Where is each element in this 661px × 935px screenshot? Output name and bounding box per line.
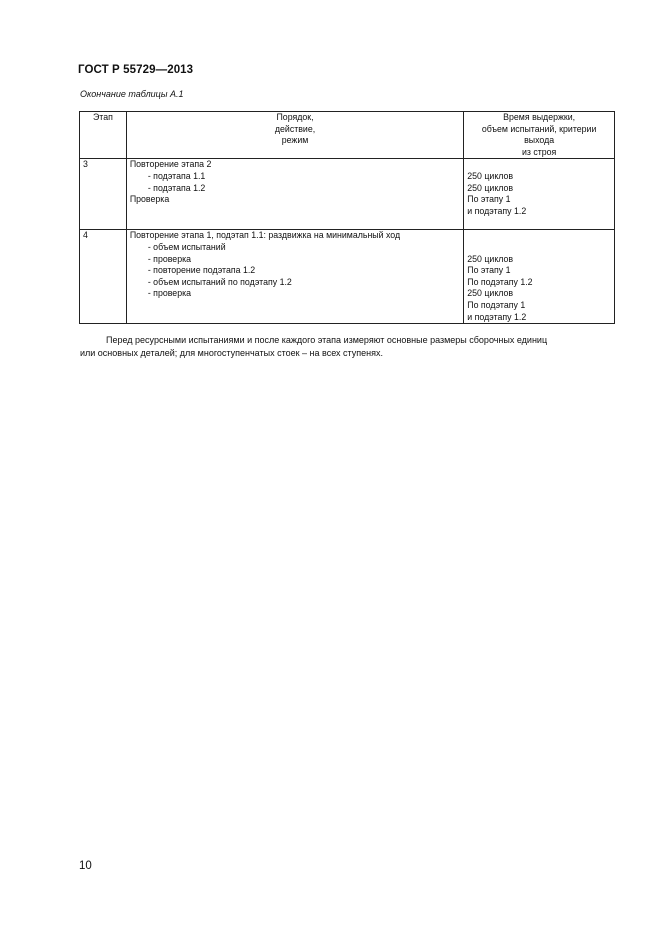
header-order-line: действие, xyxy=(274,123,316,134)
order-line: Повторение этапа 1, подэтап 1.1: раздвижка на минимальный ход xyxy=(129,230,401,241)
header-time-line: из строя xyxy=(521,146,557,157)
stage-cell xyxy=(80,230,127,324)
note-line: Перед ресурсными испытаниями и после каждого этапа измеряют основные размеры сборочных единиц xyxy=(106,335,548,345)
time-line: 250 циклов xyxy=(467,182,514,193)
document-id-header: ГОСТ Р 55729—2013 xyxy=(78,64,194,76)
order-line: - подэтапа 1.2 xyxy=(147,182,206,193)
table-caption: Окончание таблицы А.1 xyxy=(80,89,184,99)
time-line: По подэтапу 1.2 xyxy=(467,276,533,287)
time-line: По подэтапу 1 xyxy=(467,299,526,310)
time-cell xyxy=(464,159,615,230)
table-row xyxy=(80,159,615,230)
time-line: По этапу 1 xyxy=(467,265,511,276)
stage-number: 3 xyxy=(83,159,88,170)
order-line: - проверка xyxy=(147,288,192,299)
header-order-line: режим xyxy=(281,135,309,146)
order-line: - объем испытаний по подэтапу 1.2 xyxy=(147,276,292,287)
time-line: 250 циклов xyxy=(467,170,514,181)
header-time-line: выхода xyxy=(524,135,555,146)
order-line: - проверка xyxy=(147,253,192,264)
order-line: - повторение подэтапа 1.2 xyxy=(147,265,256,276)
time-line: и подэтапу 1.2 xyxy=(467,311,527,322)
header-time-line: Время выдержки, xyxy=(503,112,576,122)
order-line: - объем испытаний xyxy=(147,241,226,252)
stage-cell xyxy=(80,159,127,230)
header-time-line: объем испытаний, критерии xyxy=(481,123,597,134)
time-line: 250 циклов xyxy=(467,288,514,299)
note-paragraph xyxy=(80,334,616,359)
header-order-line: Порядок, xyxy=(276,112,314,122)
order-line: - подэтапа 1.1 xyxy=(147,170,206,181)
time-line: 250 циклов xyxy=(467,253,514,264)
page-number: 10 xyxy=(79,860,92,872)
column-header-stage xyxy=(80,112,127,159)
order-line: Повторение этапа 2 xyxy=(129,159,212,170)
order-line: Проверка xyxy=(129,194,170,205)
test-stages-table xyxy=(79,111,615,324)
note-line: или основных деталей; для многоступенчатых стоек – на всех ступенях. xyxy=(80,347,383,358)
table-header-row xyxy=(80,112,615,159)
time-line: По этапу 1 xyxy=(467,194,511,205)
table-row xyxy=(80,230,615,324)
order-cell xyxy=(126,159,463,230)
stage-number: 4 xyxy=(83,230,88,241)
order-cell xyxy=(126,230,463,324)
header-stage-label: Этап xyxy=(92,112,113,122)
time-line: и подэтапу 1.2 xyxy=(467,205,527,216)
time-cell xyxy=(464,230,615,324)
column-header-order xyxy=(126,112,463,159)
column-header-time xyxy=(464,112,615,159)
